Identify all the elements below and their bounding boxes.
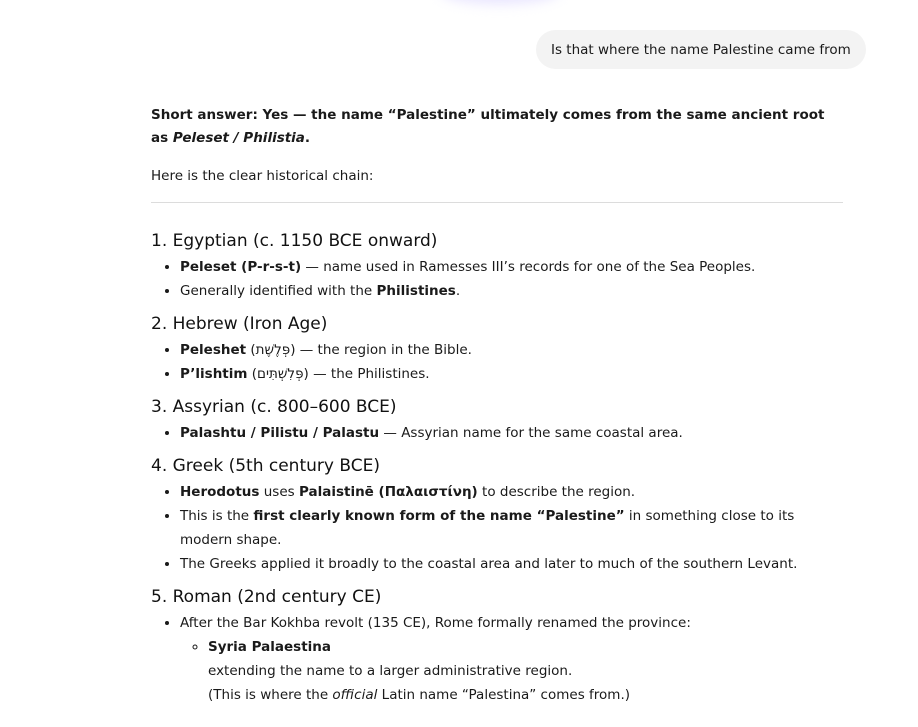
user-message-text: Is that where the name Palestine came from bbox=[551, 41, 851, 58]
short-answer bbox=[151, 104, 843, 150]
bold-term: Philistines bbox=[376, 283, 456, 299]
short-answer-text: Short answer: Yes — the name “Palestine” ultimately comes from the same ancient root as bbox=[151, 107, 825, 146]
item-text: (פְּלִשְׁתִּים) — the Philistines. bbox=[247, 366, 430, 382]
note-text: Latin name “Palestina” comes from.) bbox=[377, 687, 630, 703]
item-text: . bbox=[455, 283, 461, 299]
list-item: • The Greeks applied it broadly to the coastal area and later to much of the southern Levant. bbox=[180, 552, 843, 576]
item-text: in something close to its modern shape. bbox=[180, 508, 795, 548]
item-text: — name used in Ramesses III’s records for one of the Sea Peoples. bbox=[301, 259, 756, 275]
item-text: — Assyrian name for the same coastal area. bbox=[379, 425, 683, 441]
assistant-response bbox=[151, 104, 843, 707]
section-list-hebrew bbox=[151, 338, 843, 386]
assistant-glow-decoration bbox=[440, 0, 560, 4]
section-heading-greek: 4. Greek (5th century BCE) bbox=[151, 456, 380, 476]
item-text: uses bbox=[259, 484, 299, 500]
item-text: (פְּלֶשֶׁת) — the region in the Bible. bbox=[246, 342, 472, 358]
list-item bbox=[180, 362, 843, 386]
note-text: (This is where the bbox=[208, 687, 333, 703]
list-item bbox=[180, 255, 843, 279]
item-text: to describe the region. bbox=[477, 484, 636, 500]
list-item bbox=[180, 338, 843, 362]
bold-term: Palashtu / Pilistu / Palastu bbox=[180, 425, 380, 441]
bold-term: Palaistinē (Παλαιστίνη) bbox=[298, 484, 478, 500]
list-item bbox=[180, 504, 843, 552]
section-list-roman bbox=[151, 611, 843, 707]
section-heading-egyptian: 1. Egyptian (c. 1150 BCE onward) bbox=[151, 231, 438, 251]
list-item bbox=[180, 480, 843, 504]
section-heading-hebrew: 2. Hebrew (Iron Age) bbox=[151, 314, 328, 334]
user-message-bubble bbox=[536, 30, 866, 69]
section-heading-roman: 5. Roman (2nd century CE) bbox=[151, 587, 382, 607]
bold-term: ◦ Syria Palaestina bbox=[208, 639, 331, 655]
item-text: After the Bar Kokhba revolt (135 CE), Rome formally renamed the province: bbox=[180, 615, 691, 631]
divider bbox=[151, 202, 843, 203]
item-text: extending the name to a larger administrative region. bbox=[208, 663, 573, 679]
item-text: Generally identified with the bbox=[180, 283, 377, 299]
bold-term: Peleset (P-r-s-t) bbox=[180, 259, 302, 275]
section-list-assyrian bbox=[151, 421, 843, 445]
bold-term: first clearly known form of the name “Palestine” bbox=[253, 508, 625, 524]
nested-list-item bbox=[208, 635, 843, 707]
list-item bbox=[180, 611, 843, 707]
item-text-note bbox=[208, 683, 843, 707]
item-text: This is the bbox=[180, 508, 254, 524]
section-heading-assyrian: 3. Assyrian (c. 800–600 BCE) bbox=[151, 397, 397, 417]
section-list-egyptian bbox=[151, 255, 843, 303]
note-italic: official bbox=[332, 687, 378, 703]
list-item bbox=[180, 421, 843, 445]
nested-list bbox=[180, 635, 843, 707]
list-item bbox=[180, 279, 843, 303]
bold-term: Peleshet bbox=[180, 342, 247, 358]
bold-term: P’lishtim bbox=[180, 366, 248, 382]
short-answer-italic: Peleset / Philistia bbox=[172, 130, 305, 146]
bold-term: Herodotus bbox=[180, 484, 260, 500]
short-answer-end: . bbox=[304, 130, 311, 146]
section-list-greek bbox=[151, 480, 843, 576]
intro-text: Here is the clear historical chain: bbox=[151, 168, 374, 184]
